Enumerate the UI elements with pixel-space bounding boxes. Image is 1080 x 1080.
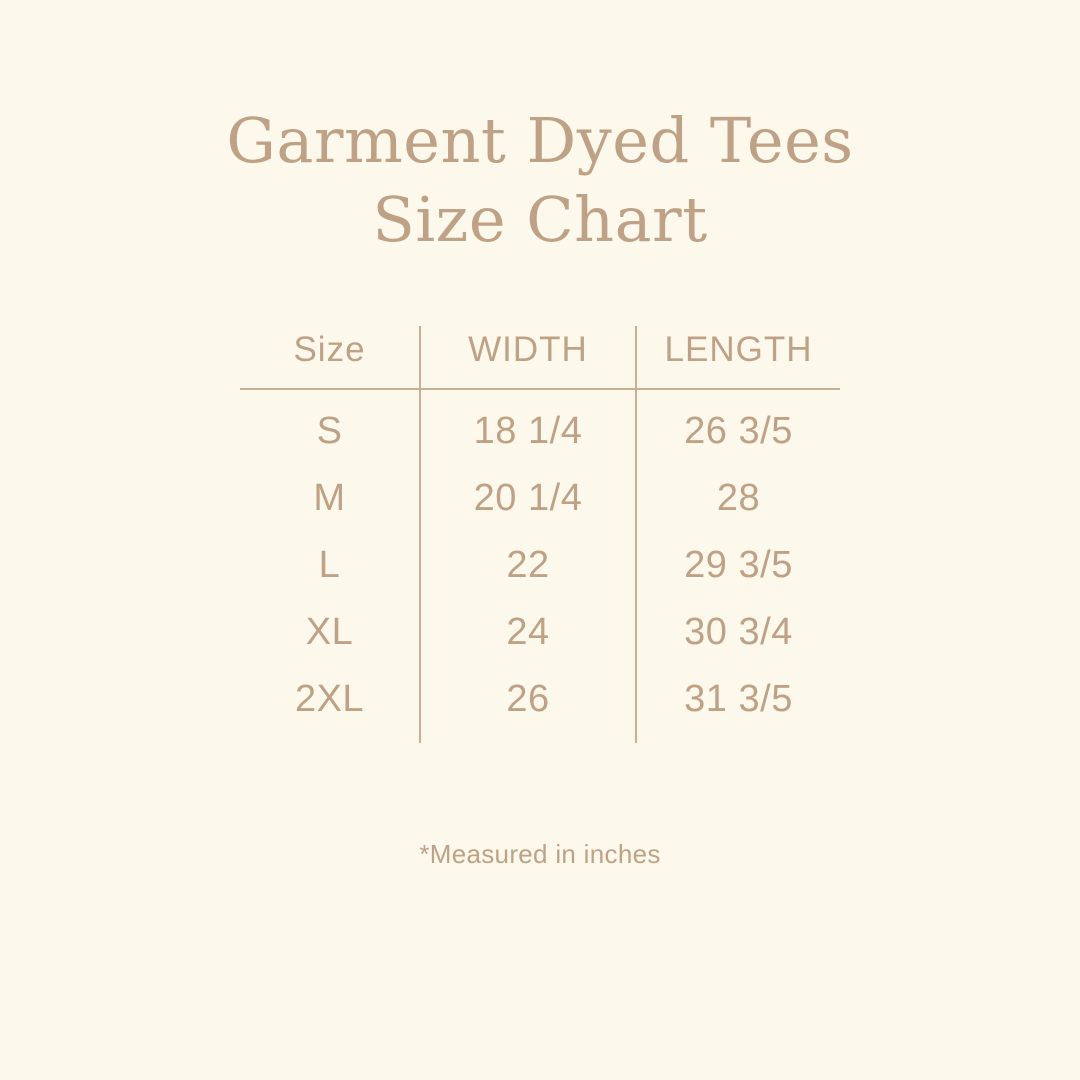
table-row [240,599,840,666]
cell-length: 29 3/5 [684,544,793,587]
cell-length: 26 3/5 [684,410,793,453]
cell-size: XL [305,611,354,654]
cell-width: 24 [420,599,636,666]
title-line-1: Garment Dyed Tees [226,104,854,177]
page-title [226,104,854,257]
cell-length: 28 [716,477,761,520]
cell-width: 26 [420,666,636,743]
column-header-size: Size [293,330,366,370]
column-header-width: WIDTH [420,326,636,389]
table-row [240,666,840,743]
title-line-2: Size Chart [372,183,708,257]
cell-size: S [316,410,343,453]
table-row [240,532,840,599]
table-row [240,389,840,465]
cell-size: L [318,544,341,587]
table-row [240,465,840,532]
cell-length: 31 3/5 [684,678,793,721]
cell-length: 30 3/4 [684,611,793,654]
cell-size: 2XL [294,678,365,721]
cell-width: 20 1/4 [420,465,636,532]
cell-width: 18 1/4 [420,389,636,465]
cell-size: M [313,477,346,520]
column-header-length: LENGTH [664,330,813,370]
size-chart-table-wrapper [240,326,840,743]
cell-width: 22 [420,532,636,599]
table-header-row [240,326,840,389]
table-body [240,389,840,743]
size-chart-table [240,326,840,743]
measurement-footnote: *Measured in inches [419,839,661,870]
table-header [240,326,840,389]
